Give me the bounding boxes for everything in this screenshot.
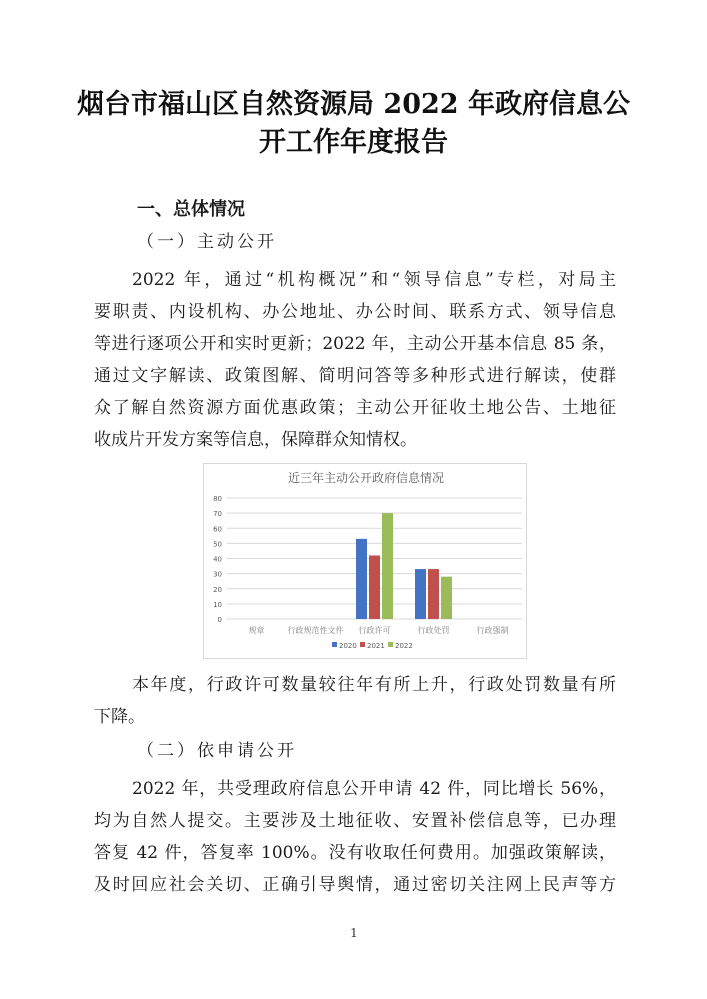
legend-swatch-2022 bbox=[388, 642, 393, 647]
y-tick-label: 10 bbox=[213, 600, 222, 609]
bar-2020-2 bbox=[356, 539, 367, 619]
paragraph-line: 均为自然人提交。主要涉及土地征收、安置补偿信息等，已办理 bbox=[94, 811, 616, 831]
bar-2021-2 bbox=[369, 555, 380, 619]
section-heading-overview: 一、总体情况 bbox=[137, 199, 245, 220]
legend-label: 2020 bbox=[339, 642, 357, 650]
bar-2021-3 bbox=[428, 569, 439, 619]
paragraph-line: 答复 42 件，答复率 100%。没有收取任何费用。加强政策解读， bbox=[94, 843, 616, 863]
bar-2022-3 bbox=[441, 577, 452, 619]
title-line-2: 开工作年度报告 bbox=[259, 127, 448, 158]
paragraph-line: 2022 年，通过“机构概况”和“领导信息”专栏，对局主 bbox=[132, 270, 616, 290]
x-tick-label: 行政处罚 bbox=[417, 626, 450, 635]
paragraph-line: 通过文字解读、政策图解、简明问答等多种形式进行解读，使群 bbox=[94, 366, 616, 386]
paragraph-line: 要职责、内设机构、办公地址、办公时间、联系方式、领导信息 bbox=[94, 302, 616, 322]
y-tick-label: 80 bbox=[213, 495, 222, 503]
y-tick-label: 40 bbox=[213, 555, 222, 564]
bar-2022-2 bbox=[382, 513, 393, 619]
y-tick-label: 0 bbox=[217, 616, 222, 624]
paragraph-line: 等进行逐项公开和实时更新；2022 年，主动公开基本信息 85 条， bbox=[94, 334, 616, 354]
paragraph-line: 下降。 bbox=[94, 707, 145, 727]
y-tick-label: 60 bbox=[213, 525, 222, 534]
x-tick-label: 行政许可 bbox=[358, 626, 391, 635]
paragraph-line: 及时回应社会关切、正确引导舆情，通过密切关注网上民声等方 bbox=[94, 875, 616, 895]
y-tick-label: 50 bbox=[213, 540, 222, 549]
x-tick-label: 行政强制 bbox=[476, 626, 509, 635]
y-tick-label: 30 bbox=[213, 570, 222, 579]
paragraph-summary bbox=[94, 669, 616, 733]
bar-chart bbox=[203, 463, 527, 659]
y-tick-label: 20 bbox=[213, 585, 222, 594]
paragraph-on-request bbox=[94, 773, 616, 901]
bar-2020-3 bbox=[415, 569, 426, 619]
y-tick-label: 70 bbox=[213, 510, 222, 519]
x-tick-label: 规章 bbox=[248, 626, 265, 635]
page-number: 1 bbox=[350, 926, 358, 940]
legend-swatch-2021 bbox=[360, 642, 365, 647]
paragraph-line: 收成片开发方案等信息，保障群众知情权。 bbox=[94, 430, 417, 450]
subsection-heading-proactive: （一）主动公开 bbox=[137, 232, 277, 252]
title-line-1: 烟台市福山区自然资源局 2022 年政府信息公 bbox=[77, 89, 630, 120]
paragraph-proactive bbox=[94, 264, 616, 456]
legend-swatch-2020 bbox=[332, 642, 337, 647]
chart-title: 近三年主动公开政府信息情况 bbox=[287, 471, 445, 485]
paragraph-line: 2022 年，共受理政府信息公开申请 42 件，同比增长 56%， bbox=[132, 779, 616, 799]
document-title bbox=[60, 86, 647, 162]
chart-canvas bbox=[204, 464, 528, 660]
legend-label: 2021 bbox=[367, 642, 385, 650]
legend-label: 2022 bbox=[395, 642, 413, 650]
paragraph-line: 众了解自然资源方面优惠政策；主动公开征收土地公告、土地征 bbox=[94, 398, 616, 418]
paragraph-line: 本年度，行政许可数量较往年有所上升，行政处罚数量有所 bbox=[132, 675, 616, 695]
x-tick-label: 行政规范性文件 bbox=[287, 626, 344, 635]
subsection-heading-on-request: （二）依申请公开 bbox=[137, 741, 297, 761]
